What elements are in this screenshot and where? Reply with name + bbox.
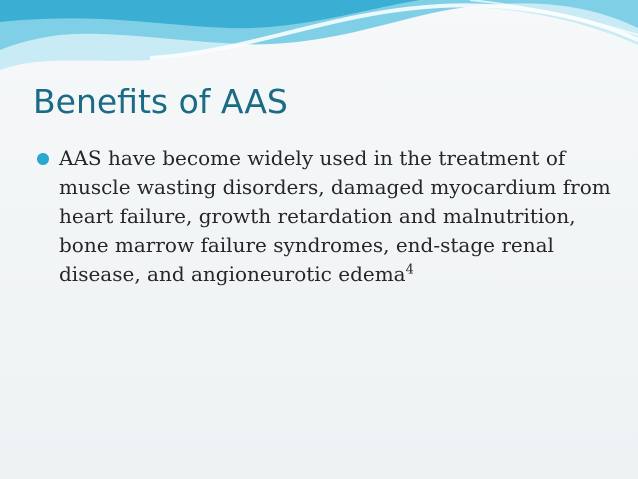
citation-superscript: 4 — [405, 262, 414, 278]
slide-title: Benefits of AAS — [33, 82, 288, 121]
bullet-dot-icon — [37, 153, 49, 165]
header-wave-decoration — [0, 0, 638, 80]
bullet-list — [37, 144, 617, 289]
bullet-item — [37, 144, 617, 289]
bullet-text: AAS have become widely used in the treatment of muscle wasting disorders, damaged myocardium from heart failure, growth retardation and malnutrition, bone marrow failure syndromes, end-stage renal disease, and angioneurotic edema — [59, 146, 611, 286]
